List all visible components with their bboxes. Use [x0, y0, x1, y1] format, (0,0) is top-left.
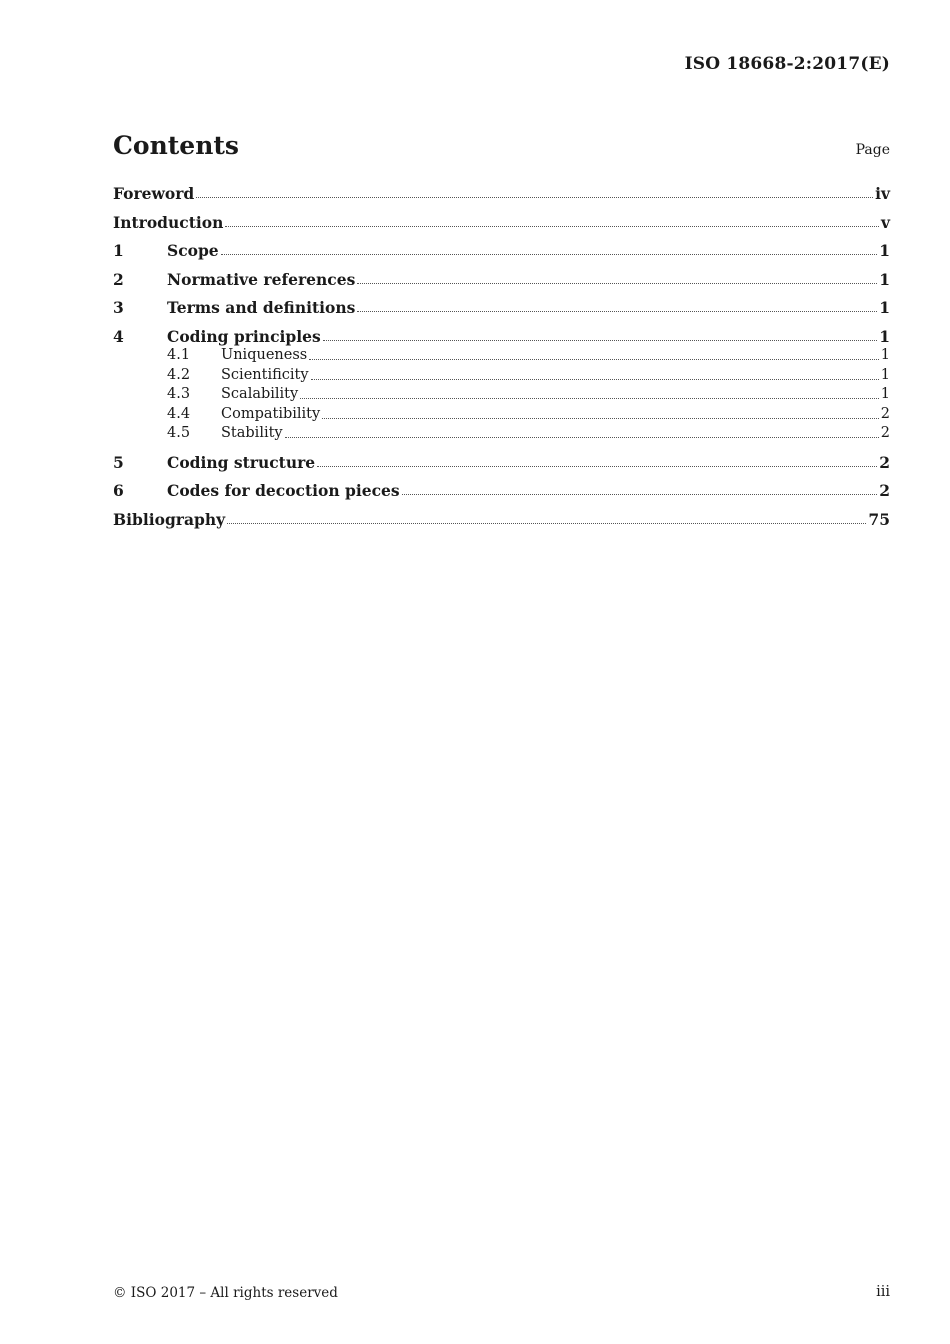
toc-entry-title: Scope: [167, 241, 219, 260]
toc-entry-page: 1: [880, 347, 890, 363]
toc-leader-dots: [317, 466, 877, 467]
toc-entry-foreword[interactable]: [113, 184, 890, 203]
toc-entry-title: Bibliography: [113, 509, 226, 529]
footer-copyright: © ISO 2017 – All rights reserved: [113, 1285, 338, 1301]
toc-entry-page: 1: [879, 241, 890, 260]
toc-entry-page: 2: [880, 405, 890, 422]
toc-entry-title: Terms and definitions: [167, 298, 356, 317]
toc-entry-number: 6: [113, 481, 124, 500]
footer-page-number: iii: [876, 1284, 890, 1300]
toc-leader-dots: [357, 283, 877, 284]
toc-leader-dots: [402, 494, 878, 495]
toc-leader-dots: [323, 340, 877, 341]
toc-leader-dots: [300, 398, 879, 399]
toc-entry-title: Compatibility: [221, 405, 321, 422]
toc-entry-scientificity[interactable]: [113, 366, 890, 385]
toc-leader-dots: [311, 379, 879, 380]
toc-entry-title: Stability: [221, 425, 283, 441]
toc-entry-page: 2: [880, 425, 890, 441]
toc-entry-title: Scalability: [221, 386, 299, 402]
toc-entry-number: 5: [113, 452, 124, 472]
toc-entry-number: 4.4: [167, 405, 191, 422]
toc-entry-number: 4.3: [167, 386, 191, 402]
toc-entry-title: Coding structure: [167, 452, 316, 472]
toc-entry-page: 2: [879, 452, 890, 472]
toc-entry-title: Codes for decoction pieces: [167, 481, 400, 500]
toc-leader-dots: [322, 418, 879, 419]
page-column-label: Page: [855, 142, 890, 158]
toc-entry-terms-and-definitions[interactable]: [113, 298, 890, 317]
toc-entry-codes-for-decoction-pieces[interactable]: [113, 481, 890, 500]
toc-entry-number: 3: [113, 298, 124, 317]
contents-title: Contents: [113, 131, 240, 160]
toc-entry-page: 1: [879, 326, 890, 346]
toc-entry-title: Uniqueness: [221, 347, 308, 363]
toc-leader-dots: [221, 254, 878, 255]
toc-entry-compatibility[interactable]: [113, 405, 890, 424]
toc-entry-stability[interactable]: [113, 424, 890, 443]
toc-leader-dots: [196, 197, 873, 198]
toc-entry-number: 4: [113, 326, 124, 346]
toc-entry-number: 4.1: [167, 347, 191, 363]
toc-entry-title: Foreword: [113, 184, 195, 203]
toc-entry-page: 75: [868, 509, 890, 529]
toc-entry-number: 4.5: [167, 425, 191, 441]
toc-entry-title: Coding principles: [167, 326, 321, 346]
toc-entry-coding-structure[interactable]: [113, 453, 890, 472]
toc-entry-page: 1: [880, 366, 890, 383]
toc-entry-scope[interactable]: [113, 241, 890, 260]
toc-entry-bibliography[interactable]: [113, 510, 890, 529]
toc-entry-page: v: [880, 212, 890, 232]
toc-entry-page: iv: [875, 184, 890, 203]
toc-leader-dots: [285, 437, 879, 438]
toc-leader-dots: [227, 523, 866, 524]
toc-entry-number: 1: [113, 241, 124, 260]
toc-entry-page: 1: [880, 386, 890, 402]
toc-entry-page: 1: [879, 298, 890, 317]
toc-entry-number: 4.2: [167, 366, 191, 383]
toc-leader-dots: [225, 226, 879, 227]
table-of-contents: [113, 184, 890, 529]
toc-entry-page: 2: [879, 481, 890, 500]
toc-entry-title: Introduction: [113, 212, 224, 232]
toc-entry-number: 2: [113, 269, 124, 289]
toc-leader-dots: [309, 359, 879, 360]
toc-leader-dots: [357, 311, 877, 312]
toc-entry-title: Normative references: [167, 269, 356, 289]
toc-entry-coding-principles[interactable]: [113, 327, 890, 346]
toc-entry-title: Scientificity: [221, 366, 309, 383]
toc-entry-normative-references[interactable]: [113, 270, 890, 289]
toc-entry-scalability[interactable]: [113, 385, 890, 404]
toc-entry-uniqueness[interactable]: [113, 346, 890, 365]
toc-entry-introduction[interactable]: [113, 213, 890, 232]
document-id-header: ISO 18668-2:2017(E): [684, 54, 890, 74]
toc-entry-page: 1: [879, 269, 890, 289]
